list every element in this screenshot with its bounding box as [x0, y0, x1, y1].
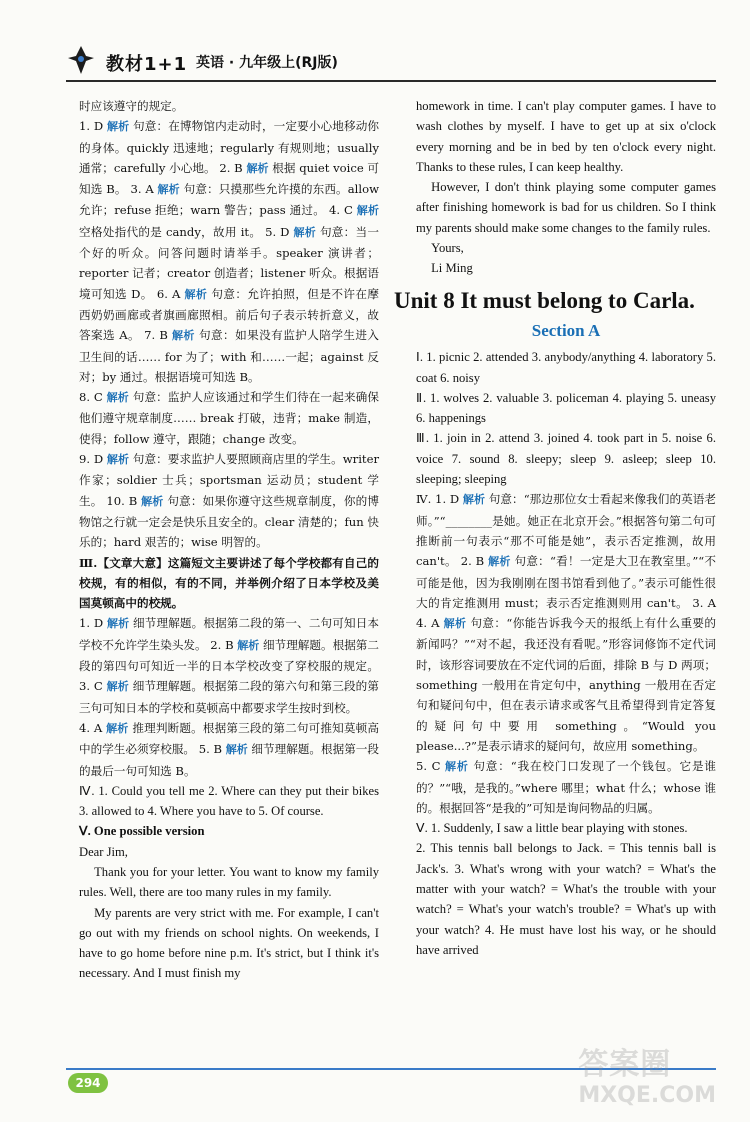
answer-paragraph: [79, 387, 379, 449]
answer-paragraph: 时应该遵守的规定。: [79, 99, 184, 113]
analysis-tag: 解析: [488, 555, 511, 569]
analysis-tag: 解析: [356, 204, 380, 218]
answer-paragraph: Thank you for your letter. You want to know my family rules. Well, there are too many rules in my family.: [79, 864, 379, 900]
answer-paragraph: Ⅲ. 1. join in 2. attend 3. joined 4. took part in 5. noise 6. voice 7. sound 8. sleepy; sleep 9. asleep; sleep 10. sleeping; sleeping: [416, 431, 716, 487]
answer-text: 8. C: [79, 390, 107, 405]
unit-title: Unit 8 It must belong to Carla.: [394, 287, 695, 313]
answer-text: Ⅳ. 1. D: [416, 492, 463, 507]
answer-text: 4. A: [79, 720, 107, 735]
answer-text: 推理判断题。根据第三段的第二句可推知莫顿高中的学生必须穿校服。 5. B: [79, 720, 380, 757]
analysis-tag: 解析: [172, 329, 195, 343]
right-column: [394, 96, 717, 960]
answer-paragraph: [79, 116, 379, 387]
answer-paragraph: My parents are very strict with me. For example, I can't go out with my friends on school nights. On weekends, I have to go home before nine p.m. It's strict, but I think it's necessary. And I must finish my: [79, 905, 379, 981]
answer-text: 句意：允许拍照，但是不许在摩西奶奶画廊或者旗画廊照相。前后句子表示转折意义，故答案选 A。 7. B: [79, 286, 379, 343]
header-divider: [66, 80, 716, 82]
analysis-tag: 解析: [141, 494, 164, 508]
analysis-tag: 解析: [106, 391, 129, 405]
answer-text: 句意：在博物馆内走动时，一定要小心地移动你的身体。quickly 迅速地；regularly 有规则地；usually 通常；carefully 小心地。 2. B: [79, 119, 380, 175]
watermark-site: MXQE.COM: [578, 1083, 716, 1108]
answer-text: 根据 quiet voice 可知选 B。 3. A: [79, 160, 380, 197]
answer-text: 细节理解题。根据第二段的第一、二句可知日本学校不允许学生染头发。 2. B: [79, 616, 380, 652]
answer-text: 句意：“那边那位女士看起来像我们的英语老师。”“________是她。她正在北京开会。”根据答句第二句可推断前一句表示“那不可能是她”，表示否定推测，故用 can't。 2. B: [416, 492, 716, 569]
answer-paragraph: Ⅴ. One possible version: [79, 824, 205, 839]
answer-text: 句意：监护人应该通过和学生们待在一起来确保他们遵守规章制度…… break 打破，违背；make 制造，使得；follow 遵守，跟随；change 改变。: [79, 390, 380, 446]
answer-text: 细节理解题。根据第二段的第四句可知近一半的日本学校改变了穿校服的规定。 3. C: [79, 637, 379, 694]
answer-paragraph: Ⅴ. 1. Suddenly, I saw a little bear playing with stones.: [416, 821, 688, 836]
answer-text: 句意：“看！一定是大卫在教室里。”“不可能是他，因为我刚刚在图书馆看到他了。”表示可能性很大的肯定推测用 must；表示否定推测则用 can't。 3. A 4. A: [416, 554, 717, 631]
answer-paragraph: Ⅰ. 1. picnic 2. attended 3. anybody/anything 4. laboratory 5. coat 6. noisy: [416, 350, 716, 385]
page-header: [0, 0, 750, 86]
answer-paragraph: [79, 449, 379, 552]
analysis-tag: 解析: [293, 225, 316, 239]
analysis-tag: 解析: [184, 287, 208, 301]
answer-paragraph: Ⅱ. 1. wolves 2. valuable 3. policeman 4. playing 5. uneasy 6. happenings: [416, 390, 716, 426]
watermark: [578, 1039, 716, 1108]
analysis-tag: 解析: [237, 638, 260, 652]
answer-paragraph: [416, 489, 716, 756]
answer-paragraph: Dear Jim,: [79, 844, 128, 859]
answer-paragraph: Yours,: [431, 241, 464, 256]
answer-paragraph: Li Ming: [431, 261, 473, 276]
analysis-tag: 解析: [106, 680, 129, 694]
answer-text: 句意：“你能告诉我今天的报纸上有什么重要的新闻吗？”“对不起，我还没有看呢。”形容词修饰不定代词时，该形容词要放在不定代词的后面，排除 B 与 D 两项；something 一般用在肯定句中，anything 一般用在否定句和疑问句中，但在表示请求或客气且希望得到肯定答复的疑问句中要用 something。“Would you please...?”是表示请求的疑问句，故应用 something。: [416, 616, 717, 753]
answer-paragraph: [79, 718, 379, 781]
analysis-tag: 解析: [225, 743, 248, 757]
answer-paragraph: [79, 613, 379, 717]
answer-text: 句意：“我在校门口发现了一个钱包。它是谁的？”“哦，是我的。”where 哪里；what 什么；whose 谁的。根据回答“是我的”可知是询问物品的归属。: [416, 759, 716, 815]
book-logo-icon: [66, 44, 96, 76]
answer-text: 句意：如果没有监护人陪学生进入卫生间的话…… for 为了；with 和……一起；against 反对；by 通过。根据语境可知选 B。: [79, 328, 380, 384]
section-a-answers: [416, 347, 716, 960]
answer-paragraph: However, I don't think playing some computer games after finishing homework is bad for us children. So I think my parents should make some changes to the family rules.: [416, 180, 716, 235]
answer-paragraph: 2. This tennis ball belongs to Jack. = This tennis ball is Jack's. 3. What's wrong with your watch? = What's the matter with your watch? = What's the trouble with your watch? = What's your watch's trouble? = What's up with your watch? 4. He must have lost his way, or he should have arrived: [416, 841, 716, 957]
letter-continuation: [416, 96, 716, 279]
answer-text: 1. D: [79, 616, 107, 631]
answer-paragraph: homework in time. I can't play computer games. I have to wash clothes by myself. I have to get up at six o'clock every morning and be in bed by ten o'clock every night. Thanks to these rules, I can keep healthy.: [416, 99, 716, 174]
page-number: 294: [68, 1073, 108, 1093]
watermark-brand: 答案圈: [578, 1047, 672, 1082]
answer-text: Ⅲ.【文章大意】这篇短文主要讲述了每个学校都有自己的校规，有的相似，有的不同，并举例介绍了日本学校及美国莫顿高中的校规。: [79, 555, 379, 611]
brand-title: 教材1+1: [106, 54, 188, 75]
answer-paragraph: Ⅳ. 1. Could you tell me 2. Where can they put their bikes 3. allowed to 4. Where you have to 5. Of course.: [79, 783, 379, 819]
analysis-tag: 解析: [246, 161, 269, 175]
answer-text: 细节理解题。根据第一段的最后一句可知选 B。: [79, 742, 380, 778]
answer-text: 1. D: [79, 119, 107, 134]
answer-text: 9. D: [79, 452, 107, 467]
section-title: Section A: [531, 320, 601, 340]
analysis-tag: 解析: [106, 721, 129, 735]
analysis-tag: 解析: [157, 183, 180, 197]
answer-text: 句意：要求监护人要照顾商店里的学生。writer 作家；soldier 士兵；sportsman 运动员；student 学生。 10. B: [79, 452, 379, 508]
answer-text: 空格处指代的是 candy，故用 it。 5. D: [79, 224, 294, 239]
analysis-tag: 解析: [106, 453, 130, 467]
analysis-tag: 解析: [445, 760, 469, 774]
answer-text: 5. C: [416, 759, 446, 774]
answer-text: 句意：只摸那些允许摸的东西。allow 允许；refuse 拒绝；warn 警告；pass 通过。 4. C: [79, 182, 379, 218]
answer-text: 细节理解题。根据第二段的第六句和第三段的第三句可知日本的学校和莫顿高中都要求学生按时到校。: [79, 679, 380, 715]
analysis-tag: 解析: [106, 617, 130, 631]
analysis-tag: 解析: [106, 120, 130, 134]
answer-paragraph: [416, 756, 716, 818]
analysis-tag: 解析: [443, 617, 467, 631]
answer-text: 句意：如果你遵守这些规章制度，你的博物馆之行就一定会是快乐且安全的。clear 清楚的；fun 快乐的；hard 艰苦的；wise 明智的。: [79, 493, 380, 550]
analysis-tag: 解析: [462, 493, 486, 507]
left-column: [79, 96, 379, 984]
answer-text: 句意：当一个好的听众。问答问题时请举手。speaker 演讲者；reporter 记者；creator 创造者；listener 听众。根据语境可知选 D。 6. A: [79, 224, 380, 301]
answer-paragraph: [79, 553, 379, 614]
subject-title: 英语 · 九年级上(RJ版): [196, 55, 338, 71]
